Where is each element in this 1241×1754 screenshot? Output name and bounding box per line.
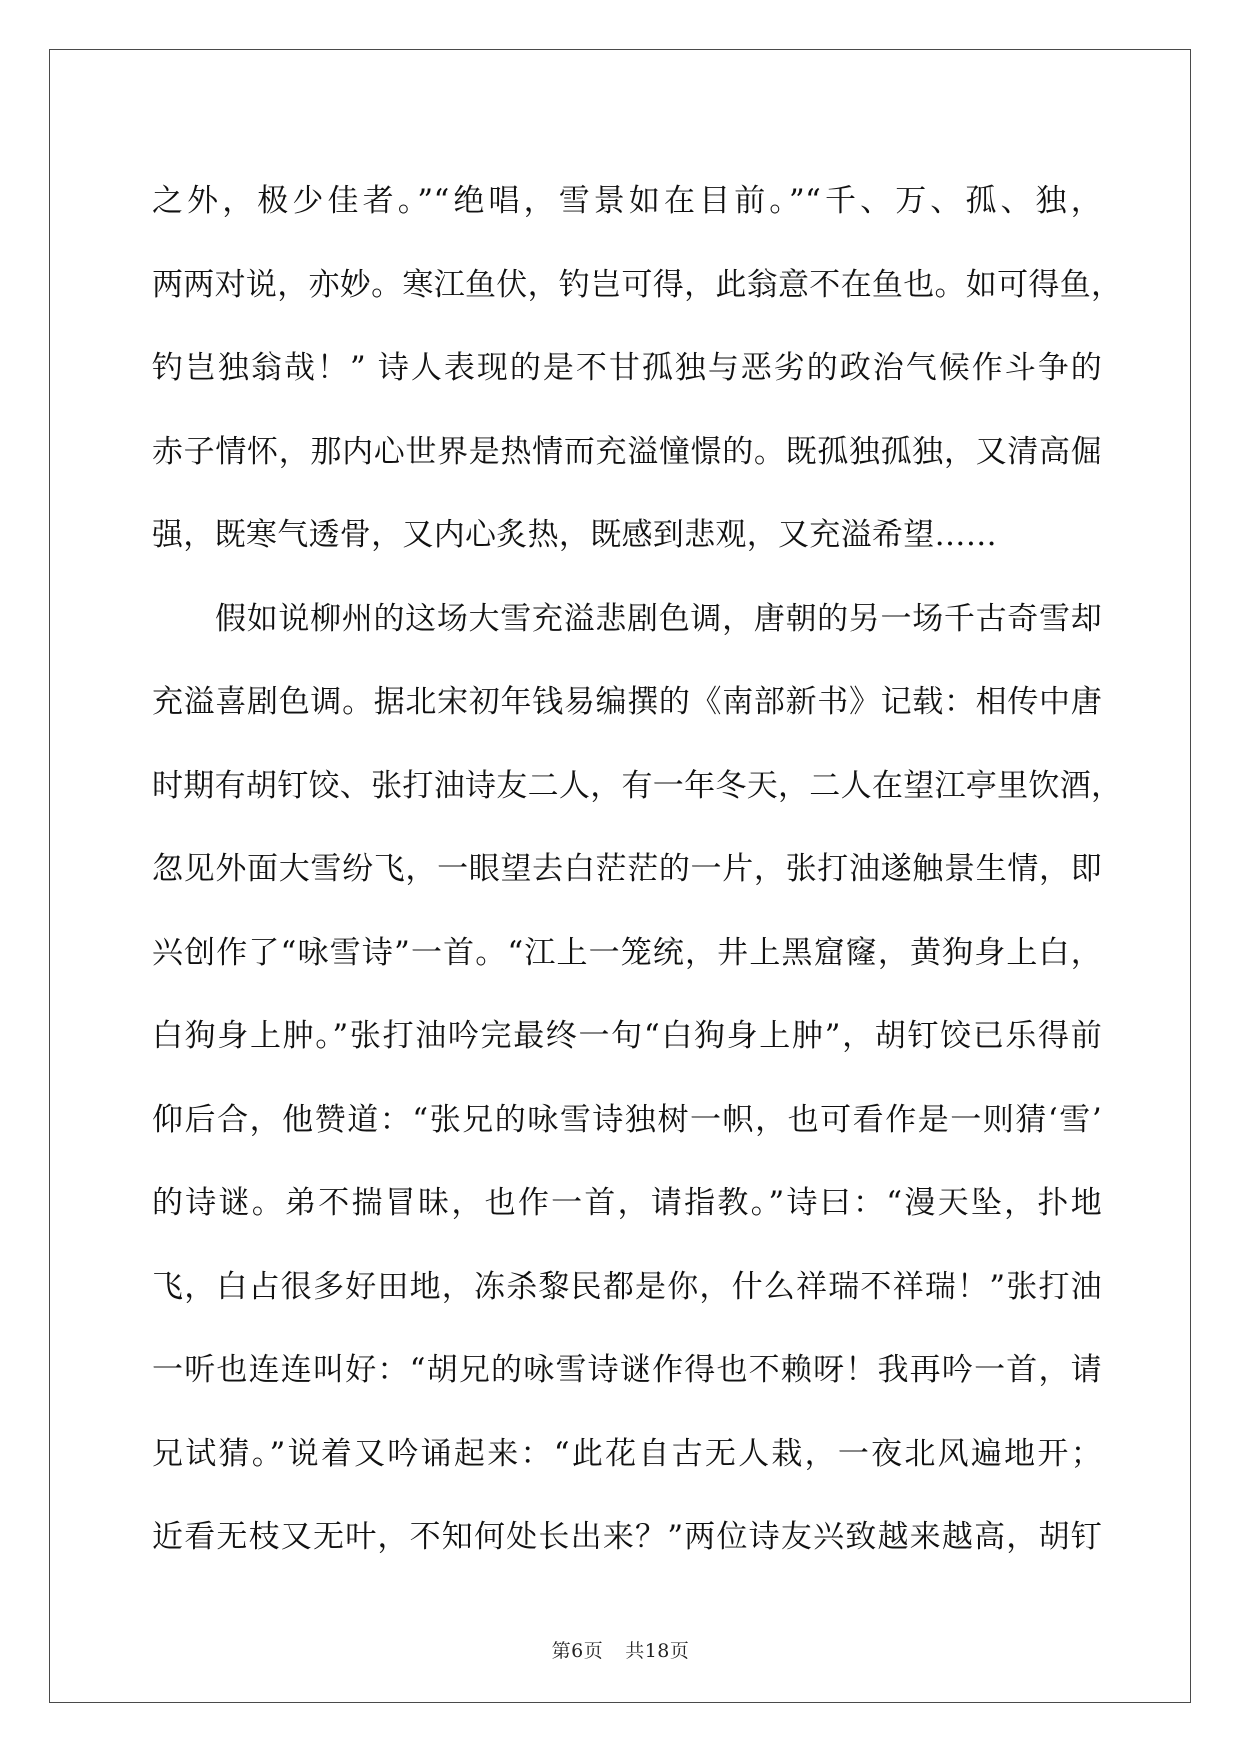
text-line: 充溢喜剧色调。据北宋初年钱易编撰的《南部新书》记载：相传中唐 [152, 684, 1102, 720]
text-line: 钓岂独翁哉！” 诗人表现的是不甘孤独与恶劣的政治气候作斗争的 [152, 350, 1102, 386]
text-line: 忽见外面大雪纷飞，一眼望去白茫茫的一片，张打油遂触景生情，即 [152, 851, 1102, 887]
text-line: 之外，极少佳者。”“绝唱，雪景如在目前。”“千、万、孤、独， [152, 183, 1102, 219]
text-line: 仰后合，他赞道：“张兄的咏雪诗独树一帜，也可看作是一则猜‘雪’ [152, 1101, 1102, 1138]
page-number: 第6页 [551, 1640, 604, 1662]
body-text [152, 160, 1123, 1580]
total-pages: 共18页 [625, 1640, 690, 1662]
paragraph-start-line: 假如说柳州的这场大雪充溢悲剧色调，唐朝的另一场千古奇雪却 [215, 600, 1102, 637]
text-line: 时期有胡钉饺、张打油诗友二人，有一年冬天，二人在望江亭里饮酒， [152, 767, 1123, 804]
text-line: 两两对说，亦妙。寒江鱼伏，钓岂可得，此翁意不在鱼也。如可得鱼， [152, 266, 1123, 303]
text-line: 赤子情怀，那内心世界是热情而充溢憧憬的。既孤独孤独，又清高倔 [152, 433, 1102, 470]
page-footer [0, 1636, 1241, 1663]
text-line: 兴创作了“咏雪诗”一首。“江上一笼统，井上黑窟窿，黄狗身上白， [152, 934, 1102, 971]
text-line: 白狗身上肿。”张打油吟完最终一句“白狗身上肿”，胡钉饺已乐得前 [152, 1018, 1102, 1054]
text-line: 强，既寒气透骨，又内心炙热，既感到悲观，又充溢希望…… [152, 517, 998, 553]
text-line: 兄试猜。”说着又吟诵起来：“此花自古无人栽，一夜北风遍地开； [152, 1435, 1102, 1472]
text-line: 飞，白占很多好田地，冻杀黎民都是你，什么祥瑞不祥瑞！”张打油 [152, 1268, 1102, 1305]
text-line: 一听也连连叫好：“胡兄的咏雪诗谜作得也不赖呀！我再吟一首，请 [152, 1352, 1102, 1388]
text-line: 的诗谜。弟不揣冒昧，也作一首，请指教。”诗曰：“漫天坠，扑地 [152, 1185, 1102, 1221]
text-line: 近看无枝又无叶，不知何处长出来？”两位诗友兴致越来越高，胡钉 [152, 1519, 1102, 1555]
